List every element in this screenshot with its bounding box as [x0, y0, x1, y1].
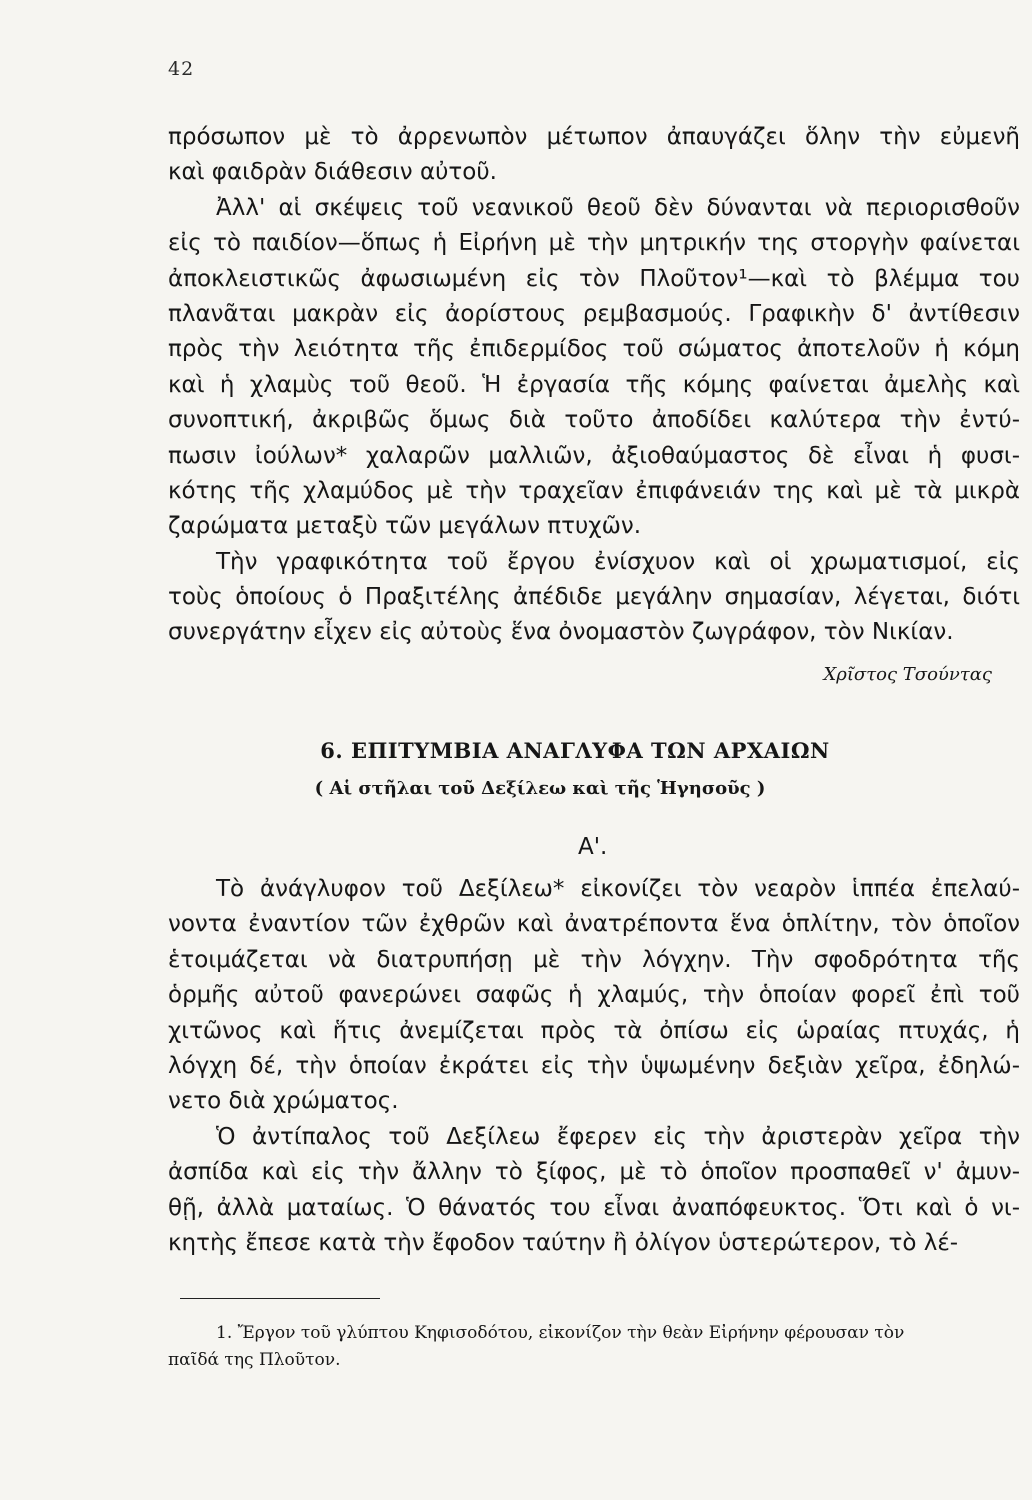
footnote-line: 1. Ἔργον τοῦ γλύπτου Κηφισοδότου, εἰκονίζον τὴν θεὰν Εἰρήνην φέρουσαν τὸν [216, 1323, 905, 1343]
text-line: ὁρμῆς αὐτοῦ φανερώνει σαφῶς ἡ χλαμύς, τὴν ὁποίαν φορεῖ ἐπὶ τοῦ [168, 982, 1020, 1009]
footnote-divider [180, 1298, 380, 1299]
paragraph [168, 120, 1020, 191]
body-text-bottom [168, 872, 1020, 1261]
footnote-line: παῖδά της Πλοῦτον. [168, 1350, 341, 1370]
text-line: θῇ, ἀλλὰ ματαίως. Ὁ θάνατός του εἶναι ἀναπόφευκτος. Ὅτι καὶ ὁ νι- [168, 1194, 1020, 1221]
text-line: πωσιν ἰούλων* χαλαρῶν μαλλιῶν, ἀξιοθαύμαστος δὲ εἶναι ἡ φυσι- [168, 442, 1020, 469]
paragraph [168, 191, 1020, 545]
text-line: ἀποκλειστικῶς ἀφωσιωμένη εἰς τὸν Πλοῦτον¹—καὶ τὸ βλέμμα του [168, 265, 1020, 292]
text-line: ἀσπίδα καὶ εἰς τὴν ἄλλην τὸ ξίφος, μὲ τὸ ὁποῖον προσπαθεῖ ν' ἀμυν- [168, 1159, 1020, 1186]
text-line: λόγχη δέ, τὴν ὁποίαν ἐκράτει εἰς τὴν ὑψωμένην δεξιὰν χεῖρα, ἐδηλώ- [168, 1052, 1020, 1079]
text-line: Ἀλλ' αἱ σκέψεις τοῦ νεανικοῦ θεοῦ δὲν δύνανται νὰ περιορισθοῦν [216, 194, 1020, 221]
body-text-top [168, 120, 1020, 651]
section-subheading: ( Αἱ στῆλαι τοῦ Δεξίλεω καὶ τῆς Ἡγησοῦς ) [314, 778, 766, 799]
paragraph [168, 1120, 1020, 1262]
text-line: ἑτοιμάζεται νὰ διατρυπήσῃ μὲ τὴν λόγχην. Τὴν σφοδρότητα τῆς [168, 946, 1020, 973]
text-line: πλανᾶται μακρὰν εἰς ἀορίστους ρεμβασμούς. Γραφικὴν δ' ἀντίθεσιν [168, 300, 1020, 327]
text-line: χιτῶνος καὶ ἥτις ἀνεμίζεται πρὸς τὰ ὀπίσω εἰς ὡραίας πτυχάς, ἡ [168, 1017, 1020, 1044]
text-line: καὶ φαιδρὰν διάθεσιν αὐτοῦ. [168, 159, 497, 186]
text-line: συνεργάτην εἶχεν εἰς αὐτοὺς ἕνα ὀνομαστὸν ζωγράφον, τὸν Νικίαν. [168, 619, 954, 646]
part-marker: Α'. [578, 834, 608, 860]
text-line: Τὸ ἀνάγλυφον τοῦ Δεξίλεω* εἰκονίζει τὸν νεαρὸν ἱππέα ἐπελαύ- [216, 876, 1020, 902]
text-line: νοντα ἐναντίον τῶν ἐχθρῶν καὶ ἀνατρέποντα ἕνα ὁπλίτην, τὸν ὁποῖον [168, 911, 1020, 938]
text-line: Τὴν γραφικότητα τοῦ ἔργου ἐνίσχυον καὶ οἱ χρωματισμοί, εἰς [216, 548, 1020, 575]
section-heading: 6. ΕΠΙΤΥΜΒΙΑ ΑΝΑΓΛΥΦΑ ΤΩΝ ΑΡΧΑΙΩΝ [320, 738, 830, 763]
text-line: πρόσωπον μὲ τὸ ἀρρενωπὸν μέτωπον ἀπαυγάζει ὅλην τὴν εὐμενῆ [168, 124, 1020, 150]
footnote [168, 1320, 1020, 1374]
text-line: τοὺς ὁποίους ὁ Πραξιτέλης ἀπέδιδε μεγάλην σημασίαν, λέγεται, διότι [168, 584, 1020, 611]
text-line: κότης τῆς χλαμύδος μὲ τὴν τραχεῖαν ἐπιφάνειάν της καὶ μὲ τὰ μικρὰ [168, 477, 1020, 504]
text-line: συνοπτική, ἀκριβῶς ὅμως διὰ τοῦτο ἀποδίδει καλύτερα τὴν ἐντύ- [168, 407, 1020, 434]
paragraph [168, 872, 1020, 1120]
text-line: καὶ ἡ χλαμὺς τοῦ θεοῦ. Ἡ ἐργασία τῆς κόμης φαίνεται ἀμελὴς καὶ [168, 371, 1020, 398]
text-line: πρὸς τὴν λειότητα τῆς ἐπιδερμίδος τοῦ σώματος ἀποτελοῦν ἡ κόμη [168, 336, 1020, 363]
author-signature: Χρῖστος Τσούντας [823, 664, 992, 685]
text-line: νετο διὰ χρώματος. [168, 1088, 399, 1115]
paragraph [168, 545, 1020, 651]
text-line: κητὴς ἔπεσε κατὰ τὴν ἔφοδον ταύτην ἢ ὀλίγον ὑστερώτερον, τὸ λέ- [168, 1229, 959, 1256]
text-line: ζαρώματα μεταξὺ τῶν μεγάλων πτυχῶν. [168, 513, 642, 540]
page-number: 42 [168, 58, 195, 80]
text-line: Ὁ ἀντίπαλος τοῦ Δεξίλεω ἔφερεν εἰς τὴν ἀριστερὰν χεῖρα τὴν [216, 1123, 1020, 1150]
text-line: εἰς τὸ παιδίον—ὅπως ἡ Εἰρήνη μὲ τὴν μητρικήν της στοργὴν φαίνεται [168, 230, 1020, 257]
